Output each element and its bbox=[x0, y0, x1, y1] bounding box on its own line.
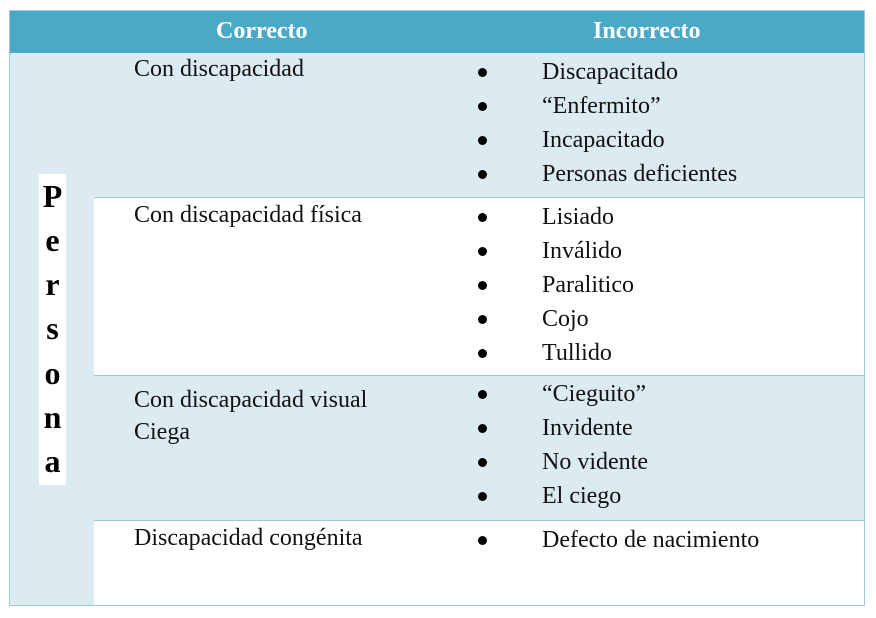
table-row bbox=[94, 53, 864, 197]
correct-term bbox=[134, 384, 367, 448]
persona-letter: s bbox=[46, 310, 59, 347]
incorrect-term: Incapacitado bbox=[542, 127, 665, 153]
persona-vertical-label bbox=[39, 174, 66, 485]
incorrect-term: Cojo bbox=[542, 306, 589, 332]
correct-term bbox=[134, 199, 362, 231]
table-header bbox=[10, 11, 864, 53]
correct-term bbox=[134, 53, 304, 85]
incorrect-term: Personas deficientes bbox=[542, 161, 738, 187]
bullet-icon bbox=[478, 68, 487, 77]
incorrect-term: No vidente bbox=[542, 449, 648, 475]
incorrect-term: “Cieguito” bbox=[542, 381, 646, 407]
incorrect-term: El ciego bbox=[542, 483, 622, 509]
incorrect-term: Defecto de nacimiento bbox=[542, 527, 760, 553]
persona-letter: P bbox=[42, 178, 63, 214]
bullet-icon bbox=[478, 390, 487, 399]
persona-column bbox=[10, 53, 94, 605]
correct-term bbox=[134, 522, 363, 554]
persona-letter: o bbox=[44, 354, 61, 391]
bullet-icon bbox=[478, 349, 487, 358]
header-correct: Correcto bbox=[216, 18, 308, 44]
bullet-icon bbox=[478, 458, 487, 467]
persona-letter: a bbox=[44, 442, 61, 479]
incorrect-term: Lisiado bbox=[542, 204, 614, 230]
table-row bbox=[94, 375, 864, 520]
header-incorrect: Incorrecto bbox=[593, 18, 701, 44]
bullet-icon bbox=[478, 213, 487, 222]
bullet-icon bbox=[478, 281, 487, 290]
bullet-icon bbox=[478, 492, 487, 501]
persona-letter: r bbox=[45, 266, 60, 303]
bullet-icon bbox=[478, 136, 487, 145]
bullet-icon bbox=[478, 536, 487, 545]
incorrect-term: Tullido bbox=[542, 340, 612, 366]
correct-term-line: Con discapacidad física bbox=[134, 202, 362, 228]
bullet-icon bbox=[478, 247, 487, 256]
bullet-icon bbox=[478, 424, 487, 433]
incorrect-term: Invidente bbox=[542, 415, 633, 441]
incorrect-term: Inválido bbox=[542, 238, 622, 264]
persona-letter: e bbox=[45, 222, 60, 259]
correct-term-line: Con discapacidad visual bbox=[134, 387, 368, 413]
incorrect-term: Discapacitado bbox=[542, 59, 678, 85]
correct-term-line: Con discapacidad bbox=[134, 56, 304, 82]
incorrect-term: Paralitico bbox=[542, 272, 634, 298]
correct-term-line: Ciega bbox=[134, 419, 190, 445]
persona-letter: n bbox=[43, 398, 62, 435]
bullet-icon bbox=[478, 170, 487, 179]
table-row bbox=[94, 520, 864, 605]
correct-term-line: Discapacidad congénita bbox=[134, 525, 363, 551]
terminology-table bbox=[9, 10, 865, 606]
bullet-icon bbox=[478, 102, 487, 111]
bullet-icon bbox=[478, 315, 487, 324]
incorrect-term: “Enfermito” bbox=[542, 93, 661, 119]
table-row bbox=[94, 197, 864, 375]
